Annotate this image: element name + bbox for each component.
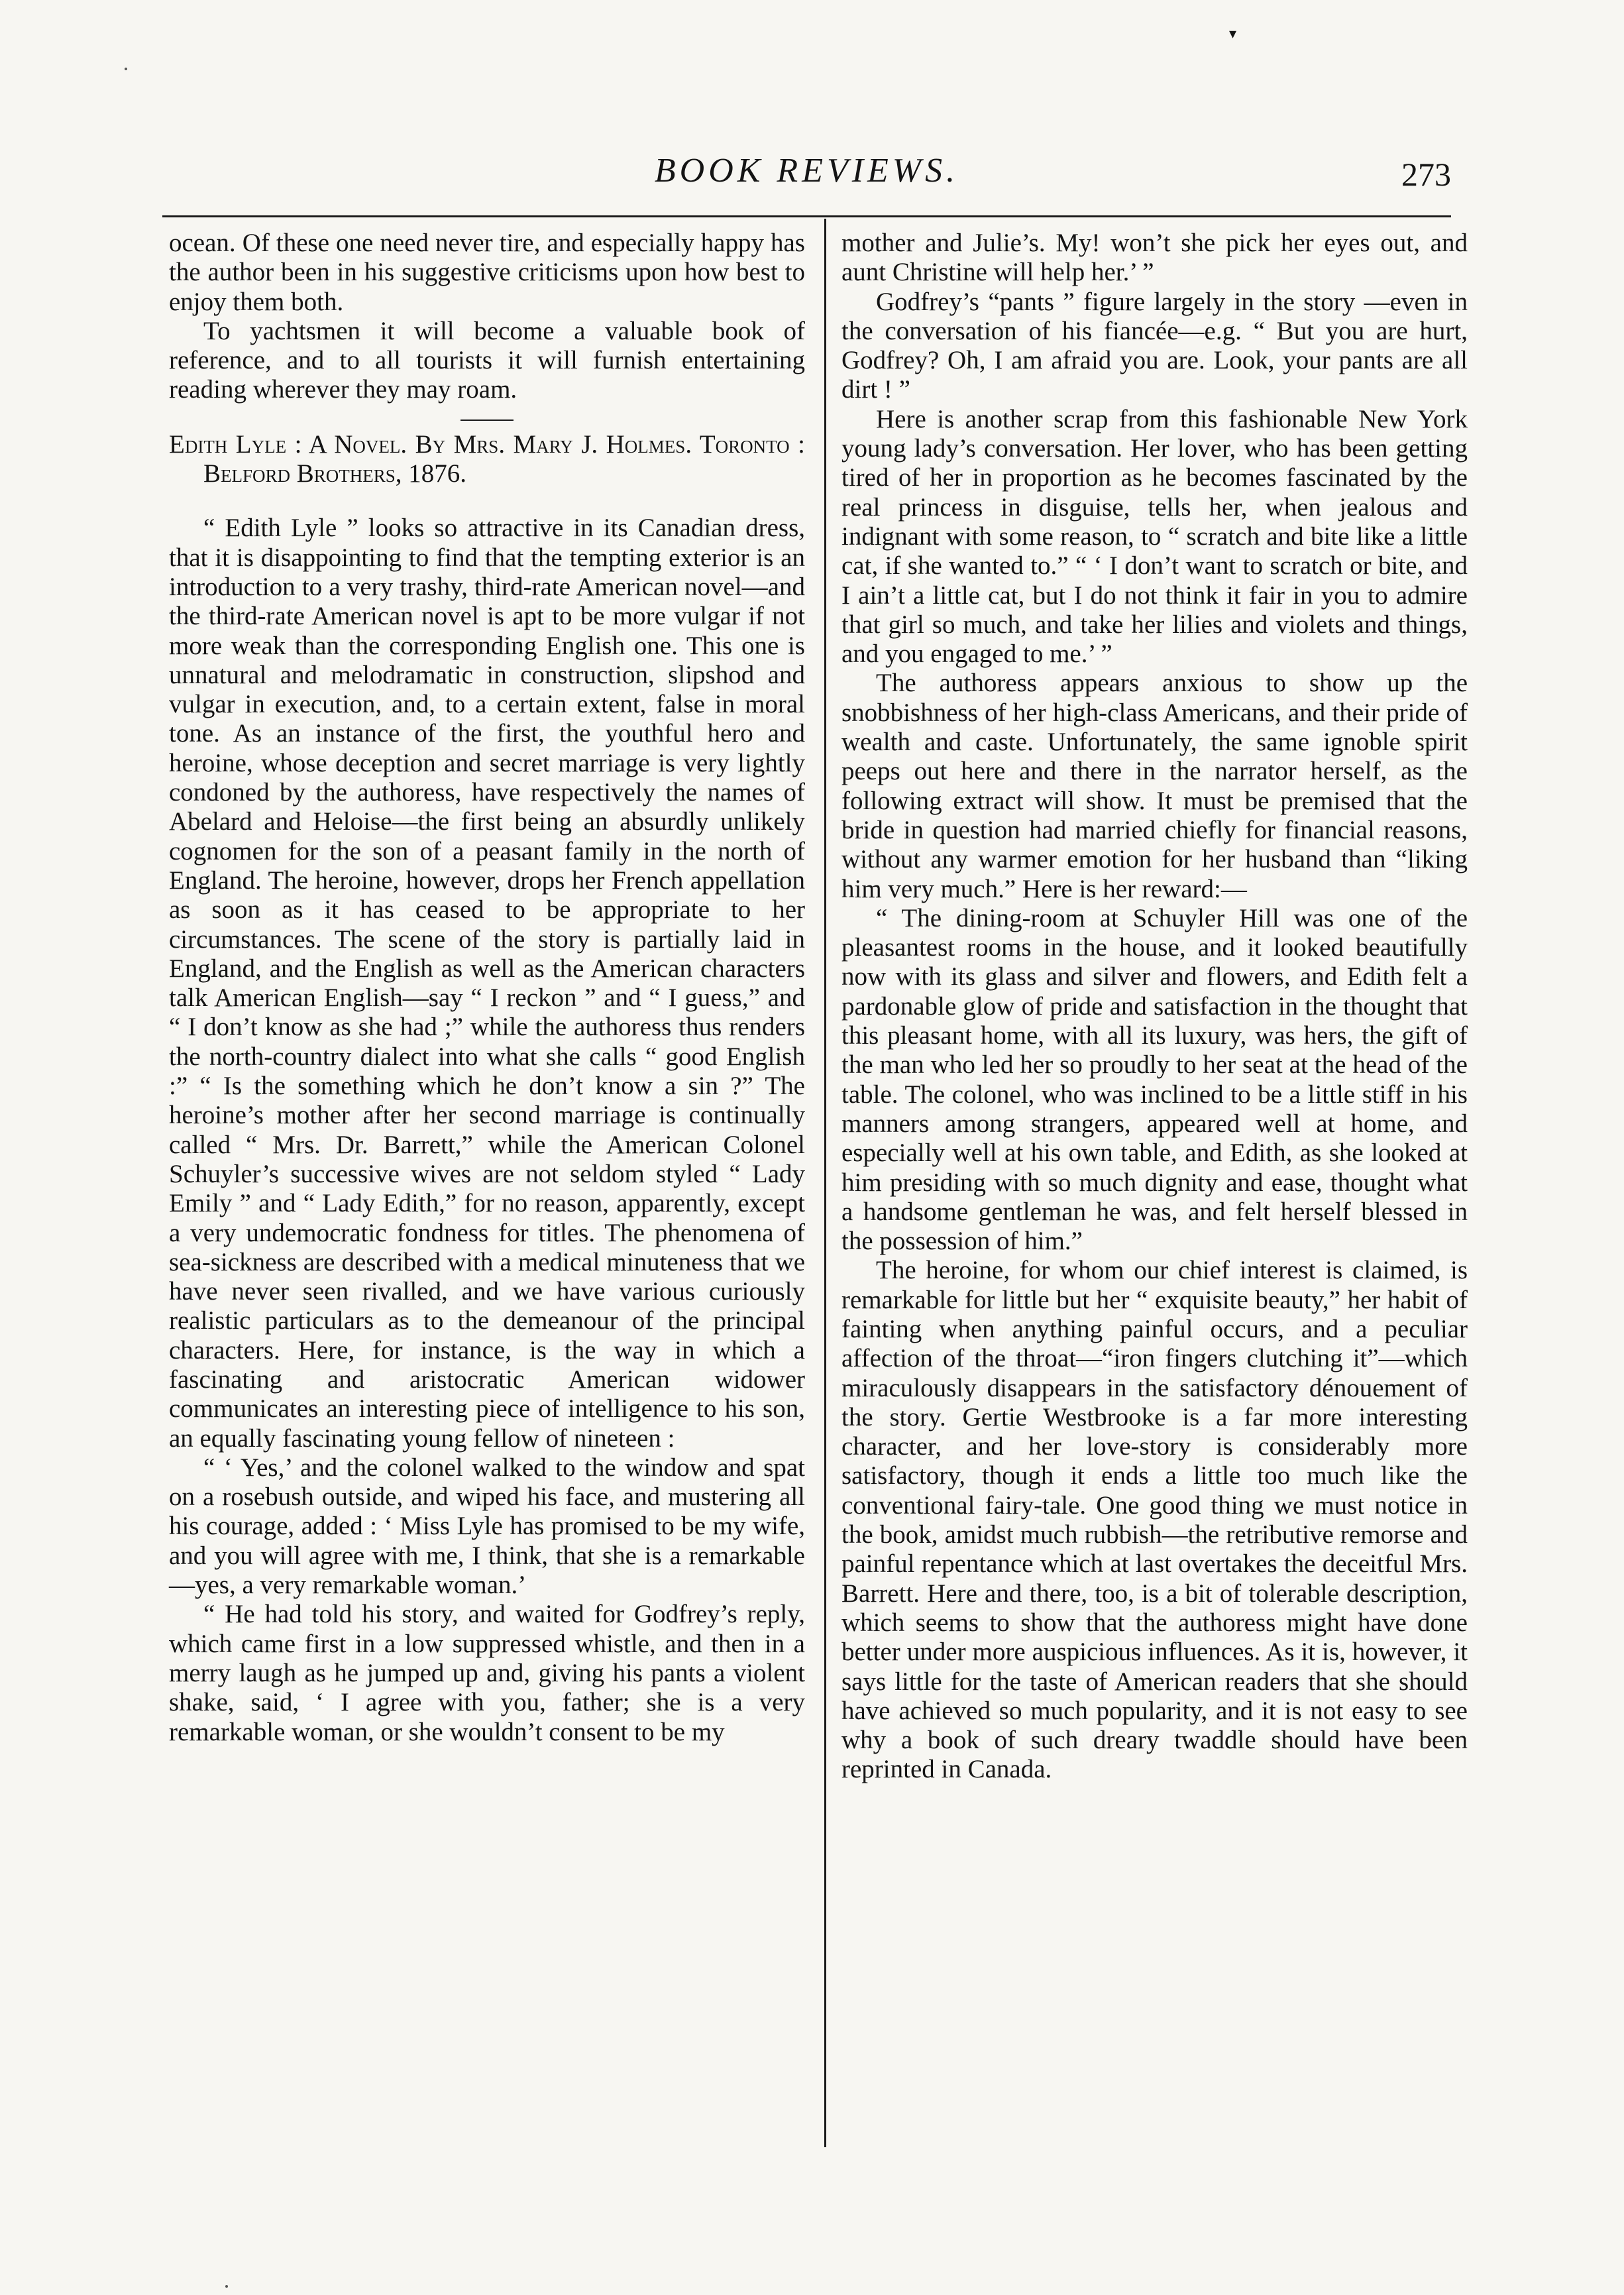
- running-title: BOOK REVIEWS.: [654, 152, 959, 190]
- quoted-paragraph: “ He had told his story, and waited for Godfrey’s reply, which came first in a low suppressed whistle, and then in a merry laugh as he jumped up and, giving his pants a violent shake, said, ‘ I agree with you, father; she is a very remarkable woman, or she wouldn’t consent to be my: [169, 1600, 805, 1746]
- paragraph: To yachtsmen it will become a valuable book of reference, and to all tourists it will furnish entertaining reading wherever they may roam.: [169, 316, 805, 404]
- right-column: [841, 229, 1468, 1785]
- paragraph: mother and Julie’s. My! won’t she pick her eyes out, and aunt Christine will help her.’ ”: [841, 229, 1468, 287]
- section-divider: [460, 420, 514, 421]
- spacer: [169, 488, 805, 514]
- paragraph: Godfrey’s “pants ” figure largely in the story —even in the conversation of his fiancée—e.g. “ But you are hurt, Godfrey? Oh, I am afraid you are. Look, your pants are all dirt ! ”: [841, 287, 1468, 404]
- page-speck: [225, 2285, 228, 2288]
- quoted-paragraph: “ ‘ Yes,’ and the colonel walked to the window and spat on a rosebush outside, and wiped his face, and mustering all his courage, added : ‘ Miss Lyle has promised to be my wife, and you will agree with me, I think, that she is a remarkable—yes, a very remarkable woman.’: [169, 1453, 805, 1600]
- paragraph: “ Edith Lyle ” looks so attractive in its Canadian dress, that it is disappointing to find that the tempting exterior is an introduction to a very trashy, third-rate American novel—and the third-rate American novel is apt to be more vulgar if not more weak than the corresponding English one. This one is unnatural and melodramatic in construction, slipshod and vulgar in execution, and, to a certain extent, false in moral tone. As an instance of the first, the youthful hero and heroine, whose deception and secret marriage is very lightly condoned by the authoress, have respectively the names of Abelard and Heloise—the first being an absurdly unlikely cognomen for the son of a peasant family in the north of England. The heroine, however, drops her French appellation as soon as it has ceased to be appropriate to her circumstances. The scene of the story is partially laid in England, and the English as well as the American characters talk American English—say “ I reckon ” and “ I guess,” and “ I don’t know as she had ;” while the authoress thus renders the north-country dialect into what she calls “ good English :” “ Is the something which he don’t know a sin ?” The heroine’s mother after her second marriage is continually called “ Mrs. Dr. Barrett,” while the American Colonel Schuyler’s successive wives are not seldom styled “ Lady Emily ” and “ Lady Edith,” for no reason, apparently, except a very undemocratic fondness for titles. The phenomena of sea-sickness are described with a medical minuteness that we have never seen rivalled, and we have various curiously realistic particulars as to the demeanour of the principal characters. Here, for instance, is the way in which a fascinating and aristocratic American widower communicates an interesting piece of intelligence to his son, an equally fascinating young fellow of nineteen :: [169, 514, 805, 1453]
- quoted-paragraph: “ The dining-room at Schuyler Hill was one of the pleasantest rooms in the house, and it looked beautifully now with its glass and silver and flowers, and Edith felt a pardonable glow of pride and satisfaction in the thought that this pleasant home, with all its luxury, was hers, the gift of the man who led her so proudly to her seat at the head of the table. The colonel, who was inclined to be a little stiff in his manners among strangers, appeared well at home, and especially well at his own table, and Edith, as she looked at him presiding with so much dignity and ease, thought what a handsome gentleman he was, and felt herself blessed in the possession of him.”: [841, 903, 1468, 1256]
- paragraph: The heroine, for whom our chief interest is claimed, is remarkable for little but her “ exquisite beauty,” her habit of fainting when anything painful occurs, and a peculiar affection of the throat—“iron fingers clutching it”—which miraculously disappears in the satisfactory dénouement of the story. Gertie Westbrooke is a far more interesting character, and her love-story is considerably more satisfactory, though it ends a little too much like the conventional fairy-tale. One good thing we must notice in the book, amidst much rubbish—the retributive remorse and painful repentance which at last overtakes the deceitful Mrs. Barrett. Here and there, too, is a bit of tolerable description, which seems to show that the authoress might have done better under more auspicious influences. As it is, however, it says little for the taste of American readers that she should have achieved so much popularity, and it is not easy to see why a book of such dreary twaddle should have been reprinted in Canada.: [841, 1256, 1468, 1784]
- column-divider: [824, 219, 826, 2147]
- review-heading: Edith Lyle : A Novel. By Mrs. Mary J. Holmes. Toronto : Belford Brothers, 1876.: [169, 429, 805, 488]
- paragraph: The authoress appears anxious to show up the snobbishness of her high-class Americans, and their pride of wealth and caste. Unfortunately, the same ignoble spirit peeps out here and there in the narrator herself, as the following extract will show. It must be premised that the bride in question had married chiefly for financial reasons, without any warmer emotion for her husband than “liking him very much.” Here is her reward:—: [841, 669, 1468, 903]
- page-header: [162, 151, 1451, 204]
- paragraph: ocean. Of these one need never tire, and especially happy has the author been in his suggestive criticisms upon how best to enjoy them both.: [169, 229, 805, 316]
- paragraph: Here is another scrap from this fashionable New York young lady’s conversation. Her lover, who has been getting tired of her in proportion as he becomes fascinated by the real princess in disguise, tells her, when jealous and indignant with some reason, to “ scratch and bite like a little cat, if she wanted to.” “ ‘ I don’t want to scratch or bite, and I ain’t a little cat, but I do not think it fair in you to admire that girl so much, and take her lilies and violets and things, and you engaged to me.’ ”: [841, 404, 1468, 669]
- left-column: [169, 229, 805, 1747]
- print-mark: ▾: [1229, 25, 1237, 42]
- header-rule: [162, 215, 1451, 217]
- page-speck: [125, 68, 127, 70]
- page-number: 273: [1401, 156, 1451, 193]
